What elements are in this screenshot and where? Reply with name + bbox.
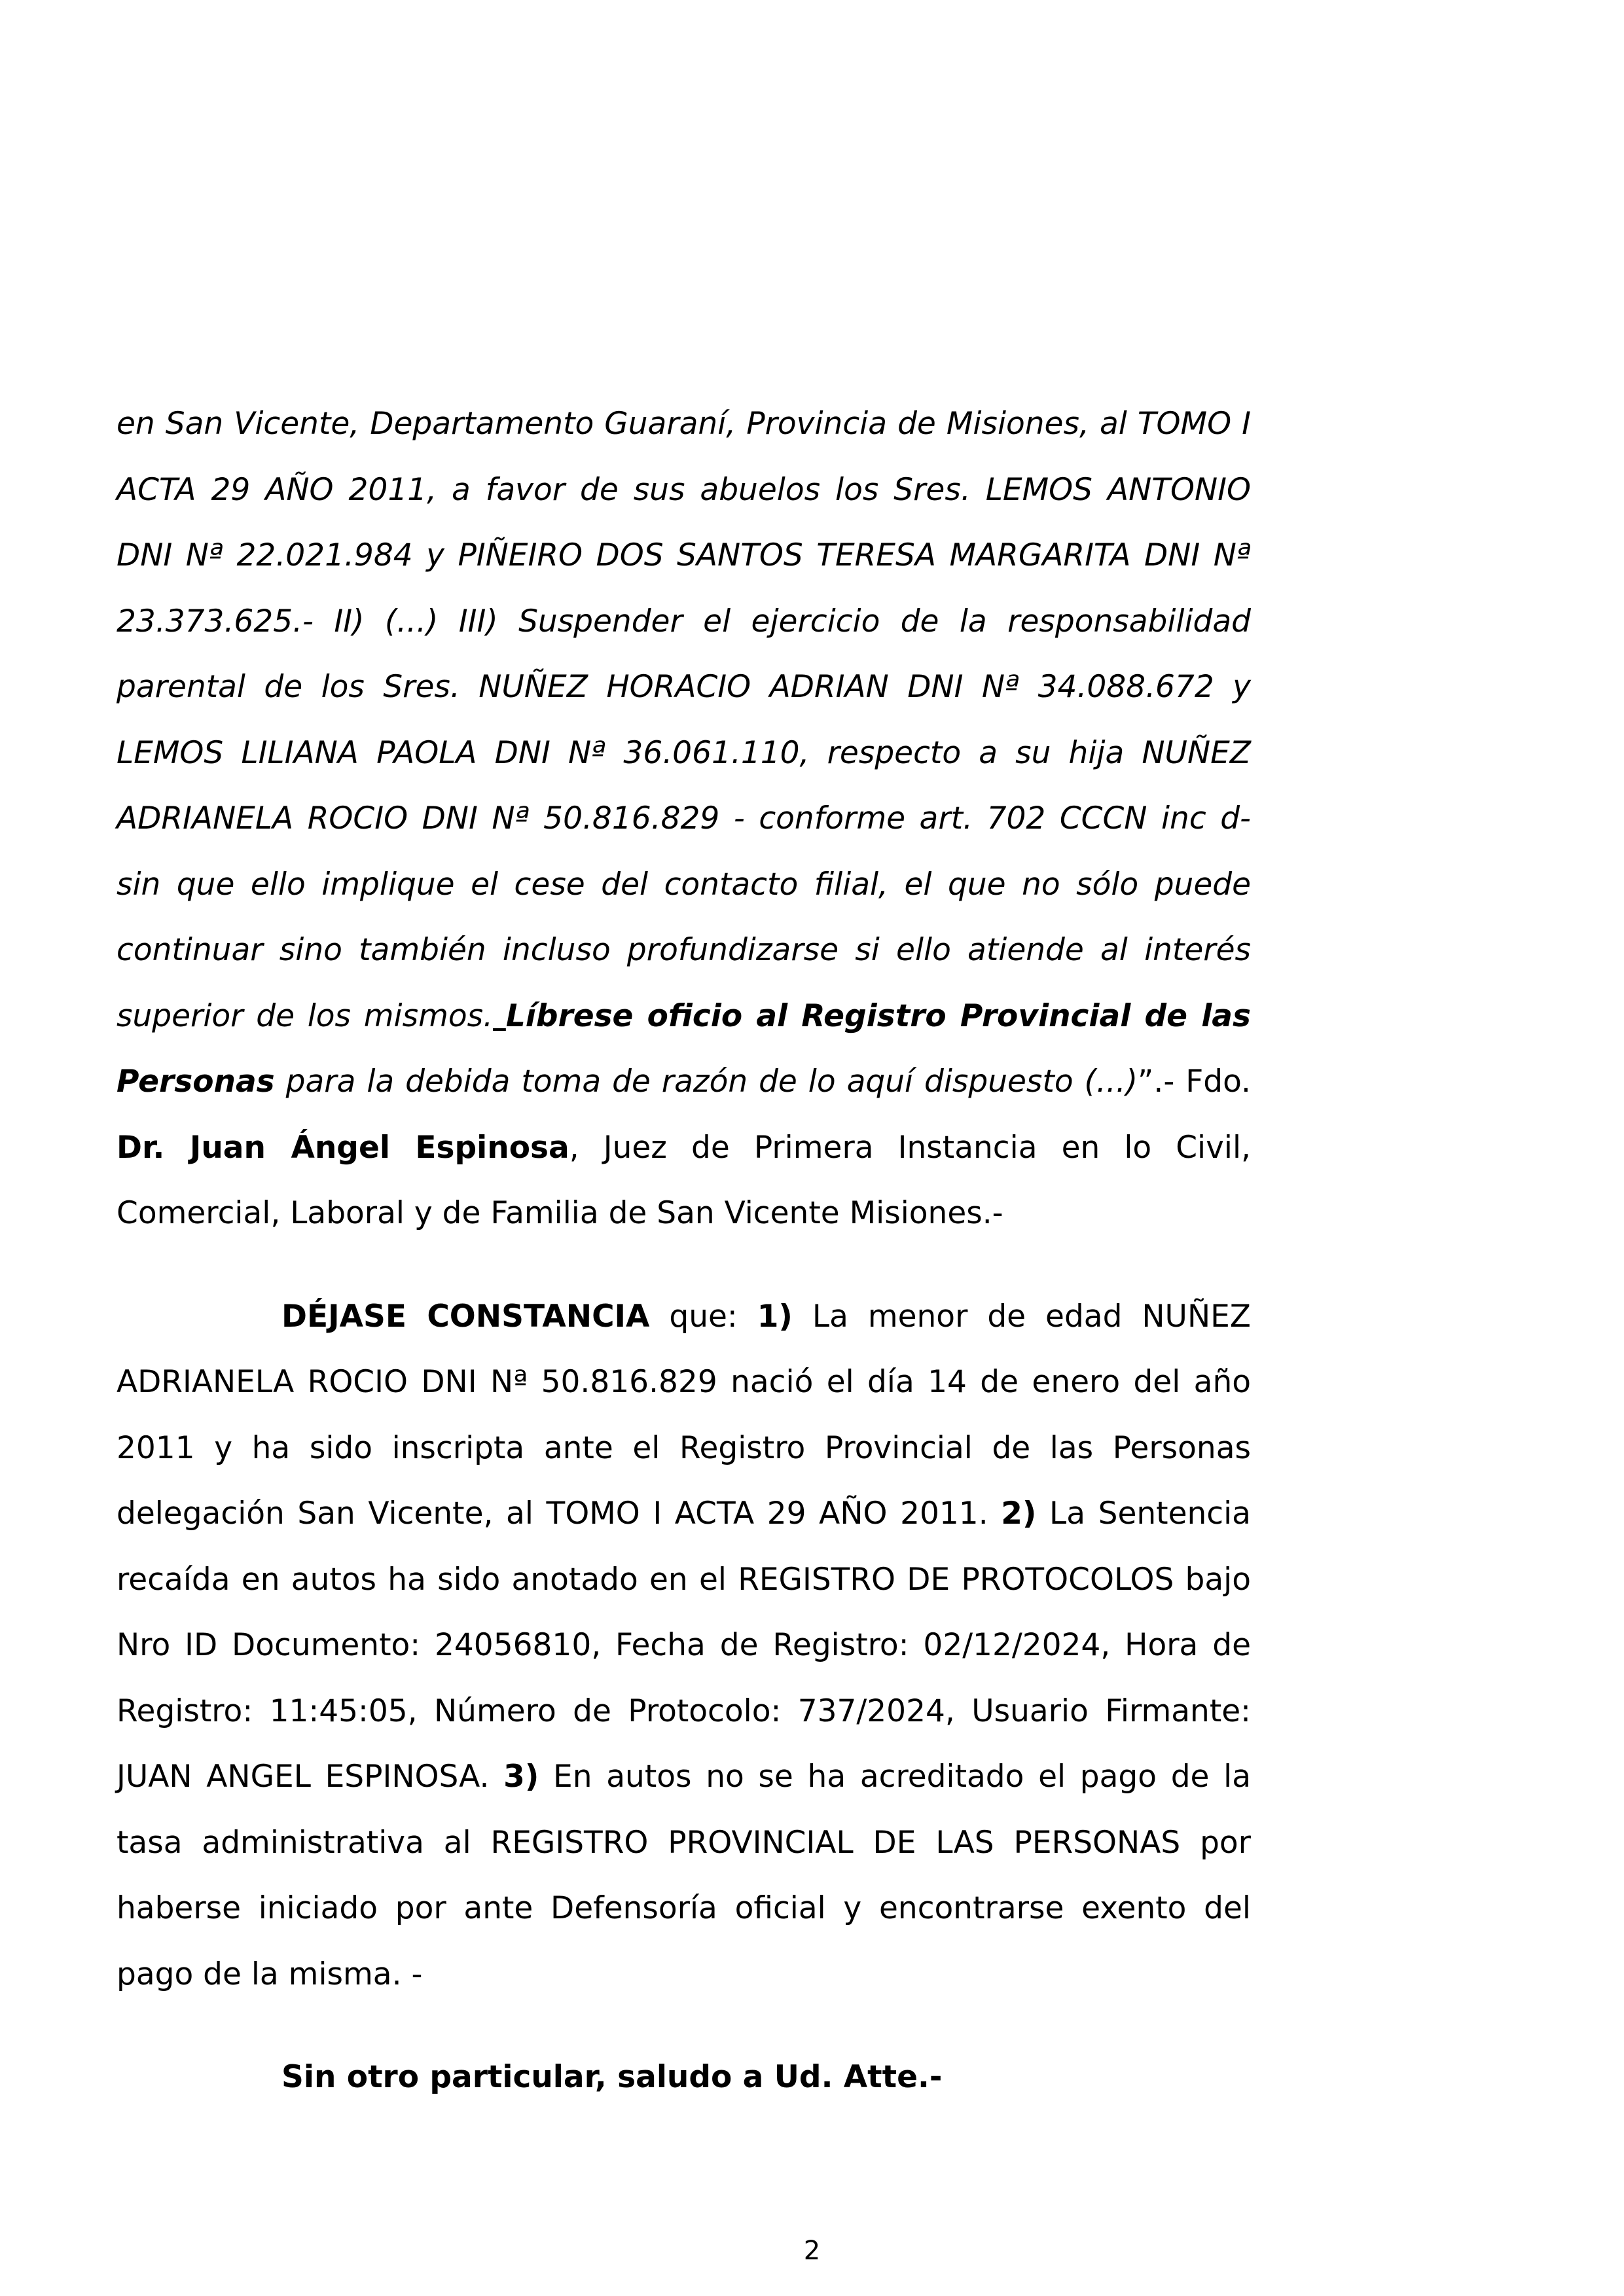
judge-title: , Juez de Primera Instancia en lo Civil, Comercial, Laboral y de Familia de San Vicente Misiones.- [117,1129,1251,1231]
constancia-paragraph [117,1284,1251,2008]
constancia-heading: DÉJASE CONSTANCIA [281,1298,650,1335]
closing-salutation: Sin otro particular, saludo a Ud. Atte.- [281,2059,943,2095]
quoted-resolution-text: en San Vicente, Departamento Guaraní, Provincia de Misiones, al TOMO I ACTA 29 AÑO 2011, a favor de sus abuelos los Sres. LEMOS ANTONIO DNI Nª 22.021.984 y PIÑEIRO DOS SANTOS TERESA MARGARITA DNI Nª 23.373.625.- II) (...) III) Suspender el ejercicio de la responsabilidad parental de los Sres. NUÑEZ HORACIO ADRIAN DNI Nª 34.088.672 y LEMOS LILIANA PAOLA DNI Nª 36.061.110, respecto a su hija NUÑEZ ADRIANELA ROCIO DNI Nª 50.816.829 - conforme art. 702 CCCN inc d- sin que ello implique el cese del contacto filial, el que no sólo puede continuar sino también incluso profundizarse si ello atiende al interés superior de los mismos. [117,406,1251,1034]
constancia-connector: que: [649,1298,757,1335]
signed-by-prefix: ”.- Fdo. [1138,1064,1251,1100]
oficio-instruction: Líbrese oficio al Registro Provincial de las Personas [117,997,1251,1100]
item-1-text: La menor de edad NUÑEZ ADRIANELA ROCIO DNI Nª 50.816.829 nació el día 14 de enero del año 2011 y ha sido inscripta ante el Registro Provincial de las Personas delegación San Vicente, al TOMO I ACTA 29 AÑO 2011. [117,1298,1251,1532]
judge-name: Dr. Juan Ángel Espinosa [117,1129,569,1166]
document-body [117,391,1251,2111]
item-2-marker: 2) [1001,1496,1037,1532]
item-1-marker: 1) [757,1298,793,1335]
item-3-marker: 3) [503,1759,539,1795]
item-3-text: En autos no se ha acreditado el pago de la tasa administrativa al REGISTRO PROVINCIAL DE LAS PERSONAS por haberse iniciado por ante Defensoría oficial y encontrarse exento del pago de la misma. - [117,1759,1251,1992]
item-2-text: La Sentencia recaída en autos ha sido anotado en el REGISTRO DE PROTOCOLOS bajo Nro ID Documento: 24056810, Fecha de Registro: 02/12/2024, Hora de Registro: 11:45:05, Número de Protocolo: 737/2024, Usuario Firmante: JUAN ANGEL ESPINOSA. [117,1496,1251,1795]
resolution-quote-paragraph [117,391,1251,1247]
underlined-space [493,998,506,1034]
quoted-resolution-ending: para la debida toma de razón de lo aquí dispuesto (...) [274,1064,1138,1100]
page-number: 2 [803,2236,821,2266]
